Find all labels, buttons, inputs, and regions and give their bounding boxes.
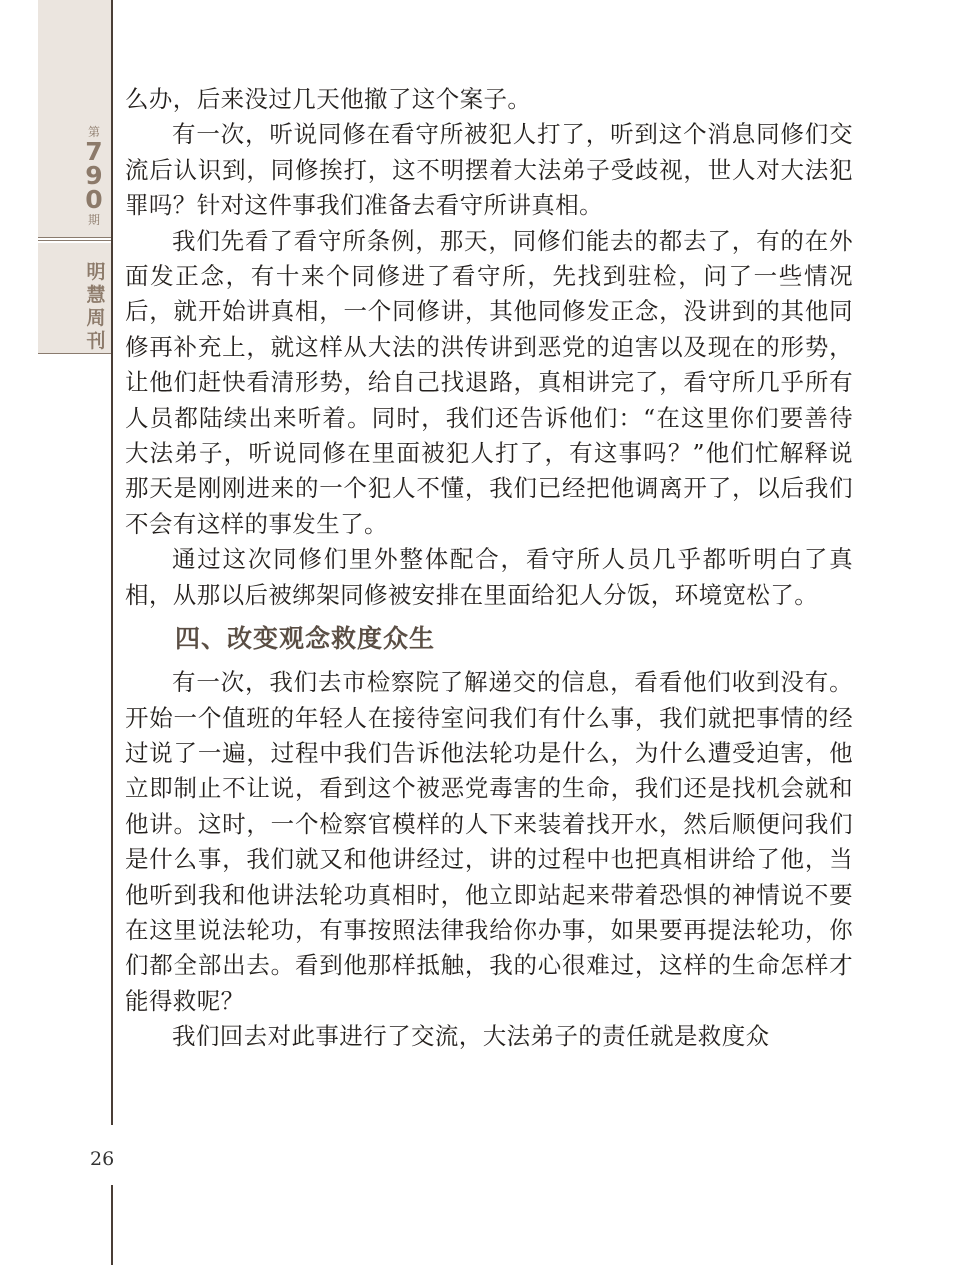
- issue-digit: 0: [85, 185, 103, 214]
- issue-number: [78, 137, 110, 214]
- margin-rule: [111, 0, 113, 1125]
- paragraph: 有一次，我们去市检察院了解递交的信息，看看他们收到没有。开始一个值班的年轻人在接待室问我们有什么事，我们就把事情的经过说了一遍，过程中我们告诉他法轮功是什么，为什么遭受迫害，他立即制止不让说，看到这个被恶党毒害的生命，我们还是找机会就和他讲。这时，一个检察官模样的人下来装着找开水，然后顺便问我们是什么事，我们就又和他讲经过，讲的过程中也把真相讲给了他，当他听到我和他讲法轮功真相时，他立即站起来带着恐惧的神情说不要在这里说法轮功，有事按照法律我给你办事，如果要再提法轮功，你们都全部出去。看到他那样抵触，我的心很难过，这样的生命怎样才能得救呢？: [125, 668, 853, 1015]
- issue-label: [78, 124, 110, 228]
- article-body: [125, 82, 853, 1055]
- margin-rule: [111, 1185, 113, 1265]
- journal-name: [82, 261, 110, 353]
- paragraph: 有一次，听说同修在看守所被犯人打了，听到这个消息同修们交流后认识到，同修挨打，这不明摆着大法弟子受歧视，世人对大法犯罪吗？针对这件事我们准备去看守所讲真相。: [125, 120, 853, 220]
- journal-char: 刊: [86, 330, 106, 352]
- issue-suffix: 期: [87, 213, 100, 227]
- paragraph: 我们先看了看守所条例，那天，同修们能去的都去了，有的在外面发正念，有十来个同修进了看守所，先找到驻检，问了一些情况后，就开始讲真相，一个同修讲，其他同修发正念，没讲到的其他同修再补充上，就这样从大法的洪传讲到恶党的迫害以及现在的形势，让他们赶快看清形势，给自己找退路，真相讲完了，看守所几乎所有人员都陆续出来听着。同时，我们还告诉他们：“在这里你们要善待大法弟子，听说同修在里面被犯人打了，有这事吗？”他们忙解释说那天是刚刚进来的一个犯人不懂，我们已经把他调离开了，以后我们不会有这样的事发生了。: [125, 226, 853, 538]
- issue-digit: 7: [85, 137, 103, 166]
- sidebar-divider: [38, 240, 112, 241]
- journal-char: 周: [86, 307, 106, 329]
- issue-prefix: 第: [87, 125, 100, 139]
- journal-char: 慧: [86, 284, 106, 306]
- page-number: 26: [90, 1148, 115, 1170]
- paragraph-group: [125, 665, 853, 1054]
- section-heading: 四、改变观念救度众生: [175, 624, 436, 654]
- sidebar-divider: [38, 353, 112, 354]
- paragraph-group: [125, 82, 853, 613]
- issue-digit: 9: [85, 161, 103, 190]
- paragraph: 通过这次同修们里外整体配合，看守所人员几乎都听明白了真相，从那以后被绑架同修被安排在里面给犯人分饭，环境宽松了。: [125, 545, 853, 609]
- paragraph: 我们回去对此事进行了交流，大法弟子的责任就是救度众: [172, 1022, 770, 1051]
- sidebar-divider: [38, 237, 112, 238]
- journal-char: 明: [86, 261, 106, 283]
- paragraph: 么办，后来没过几天他撤了这个案子。: [125, 85, 532, 113]
